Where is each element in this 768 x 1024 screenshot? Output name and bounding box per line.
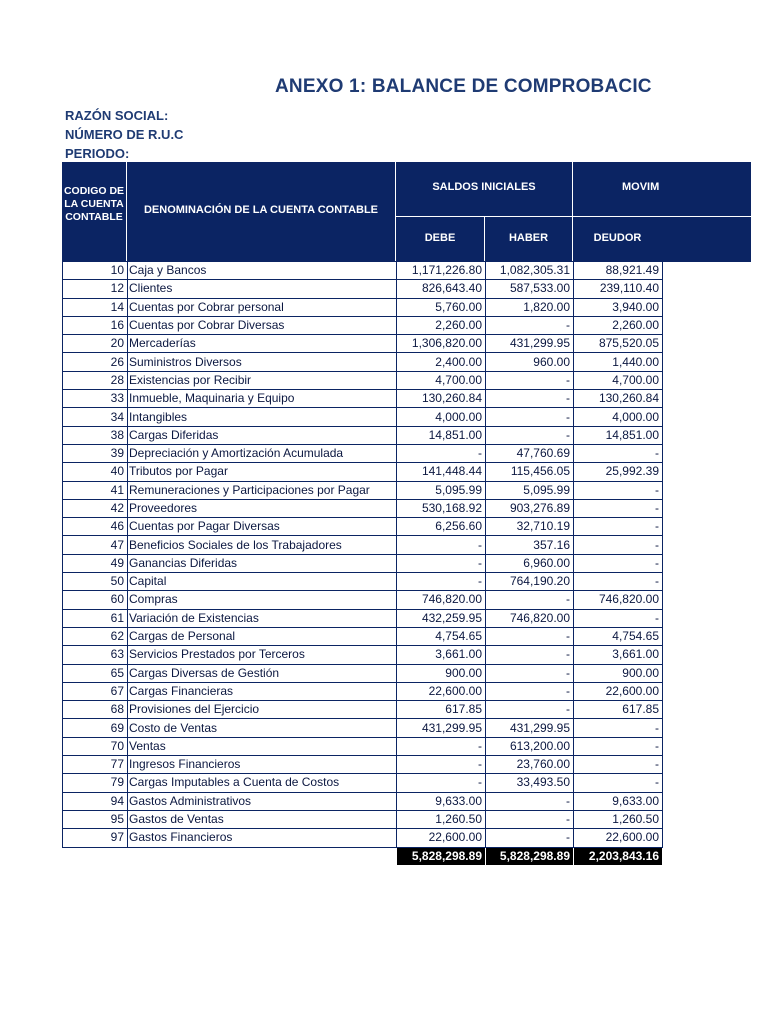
header-name-cell <box>127 162 395 262</box>
table-row <box>63 298 663 316</box>
table-row <box>63 719 663 737</box>
account-name-cell: Provisiones del Ejercicio <box>128 701 397 719</box>
account-code-cell: 34 <box>63 408 128 426</box>
debe-cell: - <box>397 756 486 774</box>
deudor-cell: - <box>574 719 663 737</box>
account-name-cell: Gastos Financieros <box>128 829 397 847</box>
haber-cell: 431,299.95 <box>486 719 574 737</box>
account-code-cell: 47 <box>63 536 128 554</box>
debe-cell: - <box>397 444 486 462</box>
header-extra-cell <box>662 217 751 262</box>
table-row <box>63 682 663 700</box>
haber-cell: - <box>486 316 574 334</box>
debe-cell: 9,633.00 <box>397 792 486 810</box>
haber-cell: - <box>486 701 574 719</box>
account-name-cell: Capital <box>128 573 397 591</box>
account-code-cell: 69 <box>63 719 128 737</box>
header-name-label: DENOMINACIÓN DE LA CUENTA CONTABLE <box>143 204 379 216</box>
haber-cell: 5,095.99 <box>486 481 574 499</box>
debe-cell: 1,171,226.80 <box>397 262 486 280</box>
deudor-cell: - <box>574 518 663 536</box>
account-name-cell: Beneficios Sociales de los Trabajadores <box>128 536 397 554</box>
deudor-cell: 130,260.84 <box>574 390 663 408</box>
haber-cell: 23,760.00 <box>486 756 574 774</box>
haber-cell: 115,456.05 <box>486 463 574 481</box>
account-name-cell: Cargas Diversas de Gestión <box>128 664 397 682</box>
debe-cell: 746,820.00 <box>397 591 486 609</box>
debe-cell: 2,400.00 <box>397 353 486 371</box>
table-row <box>63 390 663 408</box>
account-name-cell: Ingresos Financieros <box>128 756 397 774</box>
account-name-cell: Remuneraciones y Participaciones por Pagar <box>128 481 397 499</box>
account-name-cell: Cuentas por Cobrar personal <box>128 298 397 316</box>
account-name-cell: Cargas Diferidas <box>128 426 397 444</box>
deudor-cell: - <box>574 499 663 517</box>
totals-spacer <box>63 847 128 865</box>
table-row <box>63 481 663 499</box>
haber-cell: - <box>486 426 574 444</box>
table-row <box>63 609 663 627</box>
haber-cell: 746,820.00 <box>486 609 574 627</box>
balance-table-body <box>63 262 663 866</box>
account-code-cell: 14 <box>63 298 128 316</box>
account-code-cell: 68 <box>63 701 128 719</box>
account-code-cell: 77 <box>63 756 128 774</box>
haber-cell: 6,960.00 <box>486 554 574 572</box>
table-row <box>63 444 663 462</box>
haber-cell: 32,710.19 <box>486 518 574 536</box>
debe-cell: - <box>397 554 486 572</box>
account-code-cell: 28 <box>63 371 128 389</box>
header-deudor-cell <box>573 217 662 262</box>
header-debe-cell <box>396 217 484 262</box>
account-code-cell: 38 <box>63 426 128 444</box>
deudor-cell: 617.85 <box>574 701 663 719</box>
debe-cell: 617.85 <box>397 701 486 719</box>
account-code-cell: 49 <box>63 554 128 572</box>
document-title: ANEXO 1: BALANCE DE COMPROBACIC <box>275 76 652 97</box>
debe-cell: - <box>397 536 486 554</box>
table-row <box>63 518 663 536</box>
deudor-cell: 22,600.00 <box>574 682 663 700</box>
debe-cell: 6,256.60 <box>397 518 486 536</box>
debe-cell: 130,260.84 <box>397 390 486 408</box>
account-name-cell: Gastos Administrativos <box>128 792 397 810</box>
debe-cell: - <box>397 737 486 755</box>
table-row <box>63 664 663 682</box>
debe-cell: 4,700.00 <box>397 371 486 389</box>
account-code-cell: 70 <box>63 737 128 755</box>
debe-cell: 3,661.00 <box>397 646 486 664</box>
haber-cell: - <box>486 810 574 828</box>
table-row <box>63 810 663 828</box>
haber-cell: - <box>486 390 574 408</box>
table-row <box>63 335 663 353</box>
debe-cell: 432,259.95 <box>397 609 486 627</box>
account-name-cell: Tributos por Pagar <box>128 463 397 481</box>
table-row <box>63 408 663 426</box>
balance-table <box>62 261 663 866</box>
haber-cell: - <box>486 664 574 682</box>
deudor-cell: - <box>574 756 663 774</box>
table-row <box>63 262 663 280</box>
account-name-cell: Cargas de Personal <box>128 627 397 645</box>
table-row <box>63 554 663 572</box>
debe-cell: 1,306,820.00 <box>397 335 486 353</box>
haber-cell: 1,820.00 <box>486 298 574 316</box>
totals-spacer <box>128 847 397 865</box>
account-code-cell: 10 <box>63 262 128 280</box>
account-code-cell: 41 <box>63 481 128 499</box>
account-name-cell: Suministros Diversos <box>128 353 397 371</box>
deudor-cell: 875,520.05 <box>574 335 663 353</box>
ruc-label: NÚMERO DE R.U.C <box>65 127 184 142</box>
periodo-label: PERIODO: <box>65 146 130 161</box>
haber-cell: - <box>486 591 574 609</box>
deudor-cell: 4,700.00 <box>574 371 663 389</box>
account-code-cell: 95 <box>63 810 128 828</box>
deudor-cell: 3,940.00 <box>574 298 663 316</box>
haber-cell: 587,533.00 <box>486 280 574 298</box>
table-row <box>63 591 663 609</box>
account-name-cell: Caja y Bancos <box>128 262 397 280</box>
account-name-cell: Cargas Imputables a Cuenta de Costos <box>128 774 397 792</box>
deudor-cell: 239,110.40 <box>574 280 663 298</box>
header-code-cell <box>62 162 126 262</box>
debe-cell: 4,000.00 <box>397 408 486 426</box>
deudor-cell: - <box>574 444 663 462</box>
deudor-cell: 4,754.65 <box>574 627 663 645</box>
deudor-cell: 22,600.00 <box>574 829 663 847</box>
account-code-cell: 39 <box>63 444 128 462</box>
account-code-cell: 16 <box>63 316 128 334</box>
haber-cell: 903,276.89 <box>486 499 574 517</box>
account-code-cell: 62 <box>63 627 128 645</box>
table-row <box>63 426 663 444</box>
table-row <box>63 371 663 389</box>
account-code-cell: 65 <box>63 664 128 682</box>
account-name-cell: Ventas <box>128 737 397 755</box>
header-code-label: CODIGO DE LA CUENTA CONTABLE <box>63 185 125 223</box>
deudor-cell: 900.00 <box>574 664 663 682</box>
table-row <box>63 316 663 334</box>
deudor-cell: - <box>574 737 663 755</box>
account-code-cell: 12 <box>63 280 128 298</box>
haber-cell: 33,493.50 <box>486 774 574 792</box>
account-code-cell: 60 <box>63 591 128 609</box>
table-row <box>63 280 663 298</box>
debe-cell: 4,754.65 <box>397 627 486 645</box>
account-name-cell: Ganancias Diferidas <box>128 554 397 572</box>
account-name-cell: Existencias por Recibir <box>128 371 397 389</box>
deudor-cell: 1,260.50 <box>574 810 663 828</box>
account-code-cell: 79 <box>63 774 128 792</box>
table-row <box>63 573 663 591</box>
deudor-cell: 25,992.39 <box>574 463 663 481</box>
account-code-cell: 67 <box>63 682 128 700</box>
deudor-cell: 88,921.49 <box>574 262 663 280</box>
account-name-cell: Proveedores <box>128 499 397 517</box>
table-row <box>63 737 663 755</box>
deudor-cell: - <box>574 774 663 792</box>
table-row <box>63 499 663 517</box>
deudor-cell: 4,000.00 <box>574 408 663 426</box>
table-row <box>63 756 663 774</box>
table-row <box>63 627 663 645</box>
table-row <box>63 774 663 792</box>
account-name-cell: Cuentas por Cobrar Diversas <box>128 316 397 334</box>
account-code-cell: 97 <box>63 829 128 847</box>
header-movimientos-cell <box>573 162 751 216</box>
haber-cell: - <box>486 371 574 389</box>
haber-cell: - <box>486 829 574 847</box>
haber-cell: 431,299.95 <box>486 335 574 353</box>
account-name-cell: Servicios Prestados por Terceros <box>128 646 397 664</box>
haber-cell: 613,200.00 <box>486 737 574 755</box>
deudor-cell: 1,440.00 <box>574 353 663 371</box>
haber-cell: - <box>486 408 574 426</box>
deudor-cell: 9,633.00 <box>574 792 663 810</box>
account-code-cell: 46 <box>63 518 128 536</box>
account-code-cell: 94 <box>63 792 128 810</box>
account-code-cell: 40 <box>63 463 128 481</box>
debe-cell: - <box>397 573 486 591</box>
account-code-cell: 50 <box>63 573 128 591</box>
deudor-cell: - <box>574 609 663 627</box>
table-row <box>63 353 663 371</box>
haber-cell: 357.16 <box>486 536 574 554</box>
account-code-cell: 26 <box>63 353 128 371</box>
deudor-cell: - <box>574 573 663 591</box>
account-code-cell: 61 <box>63 609 128 627</box>
haber-cell: - <box>486 627 574 645</box>
account-name-cell: Variación de Existencias <box>128 609 397 627</box>
haber-cell: 960.00 <box>486 353 574 371</box>
haber-cell: 47,760.69 <box>486 444 574 462</box>
account-name-cell: Inmueble, Maquinaria y Equipo <box>128 390 397 408</box>
debe-cell: 22,600.00 <box>397 829 486 847</box>
account-name-cell: Mercaderías <box>128 335 397 353</box>
debe-cell: 2,260.00 <box>397 316 486 334</box>
account-code-cell: 63 <box>63 646 128 664</box>
debe-cell: 14,851.00 <box>397 426 486 444</box>
account-name-cell: Intangibles <box>128 408 397 426</box>
table-row <box>63 701 663 719</box>
deudor-cell: 746,820.00 <box>574 591 663 609</box>
account-name-cell: Cuentas por Pagar Diversas <box>128 518 397 536</box>
debe-cell: 141,448.44 <box>397 463 486 481</box>
haber-cell: 764,190.20 <box>486 573 574 591</box>
debe-cell: 5,095.99 <box>397 481 486 499</box>
debe-cell: 530,168.92 <box>397 499 486 517</box>
account-name-cell: Depreciación y Amortización Acumulada <box>128 444 397 462</box>
debe-cell: 1,260.50 <box>397 810 486 828</box>
deudor-cell: - <box>574 554 663 572</box>
haber-cell: - <box>486 682 574 700</box>
account-name-cell: Costo de Ventas <box>128 719 397 737</box>
deudor-cell: 14,851.00 <box>574 426 663 444</box>
haber-cell: - <box>486 646 574 664</box>
table-row <box>63 463 663 481</box>
debe-cell: - <box>397 774 486 792</box>
account-code-cell: 42 <box>63 499 128 517</box>
razon-social-label: RAZÓN SOCIAL: <box>65 108 169 123</box>
deudor-cell: - <box>574 536 663 554</box>
total-debe-cell: 5,828,298.89 <box>397 847 486 865</box>
deudor-cell: 2,260.00 <box>574 316 663 334</box>
table-row <box>63 536 663 554</box>
haber-cell: - <box>486 792 574 810</box>
deudor-cell: - <box>574 481 663 499</box>
haber-cell: 1,082,305.31 <box>486 262 574 280</box>
account-code-cell: 33 <box>63 390 128 408</box>
account-name-cell: Cargas Financieras <box>128 682 397 700</box>
table-row <box>63 792 663 810</box>
account-code-cell: 20 <box>63 335 128 353</box>
totals-row <box>63 847 663 865</box>
deudor-cell: 3,661.00 <box>574 646 663 664</box>
account-name-cell: Clientes <box>128 280 397 298</box>
total-haber-cell: 5,828,298.89 <box>486 847 574 865</box>
table-row <box>63 646 663 664</box>
debe-cell: 22,600.00 <box>397 682 486 700</box>
header-saldos-iniciales-cell <box>396 162 572 216</box>
header-debe-label: DEBE <box>424 232 456 244</box>
header-haber-cell <box>485 217 572 262</box>
table-row <box>63 829 663 847</box>
debe-cell: 826,643.40 <box>397 280 486 298</box>
header-deudor-label: DEUDOR <box>593 232 642 244</box>
header-saldos-iniciales-label: SALDOS INICIALES <box>432 181 536 193</box>
debe-cell: 431,299.95 <box>397 719 486 737</box>
header-haber-label: HABER <box>508 232 549 244</box>
header-movimientos-label: MOVIM <box>622 181 660 193</box>
account-name-cell: Gastos de Ventas <box>128 810 397 828</box>
account-name-cell: Compras <box>128 591 397 609</box>
total-deudor-cell: 2,203,843.16 <box>574 847 663 865</box>
debe-cell: 5,760.00 <box>397 298 486 316</box>
debe-cell: 900.00 <box>397 664 486 682</box>
